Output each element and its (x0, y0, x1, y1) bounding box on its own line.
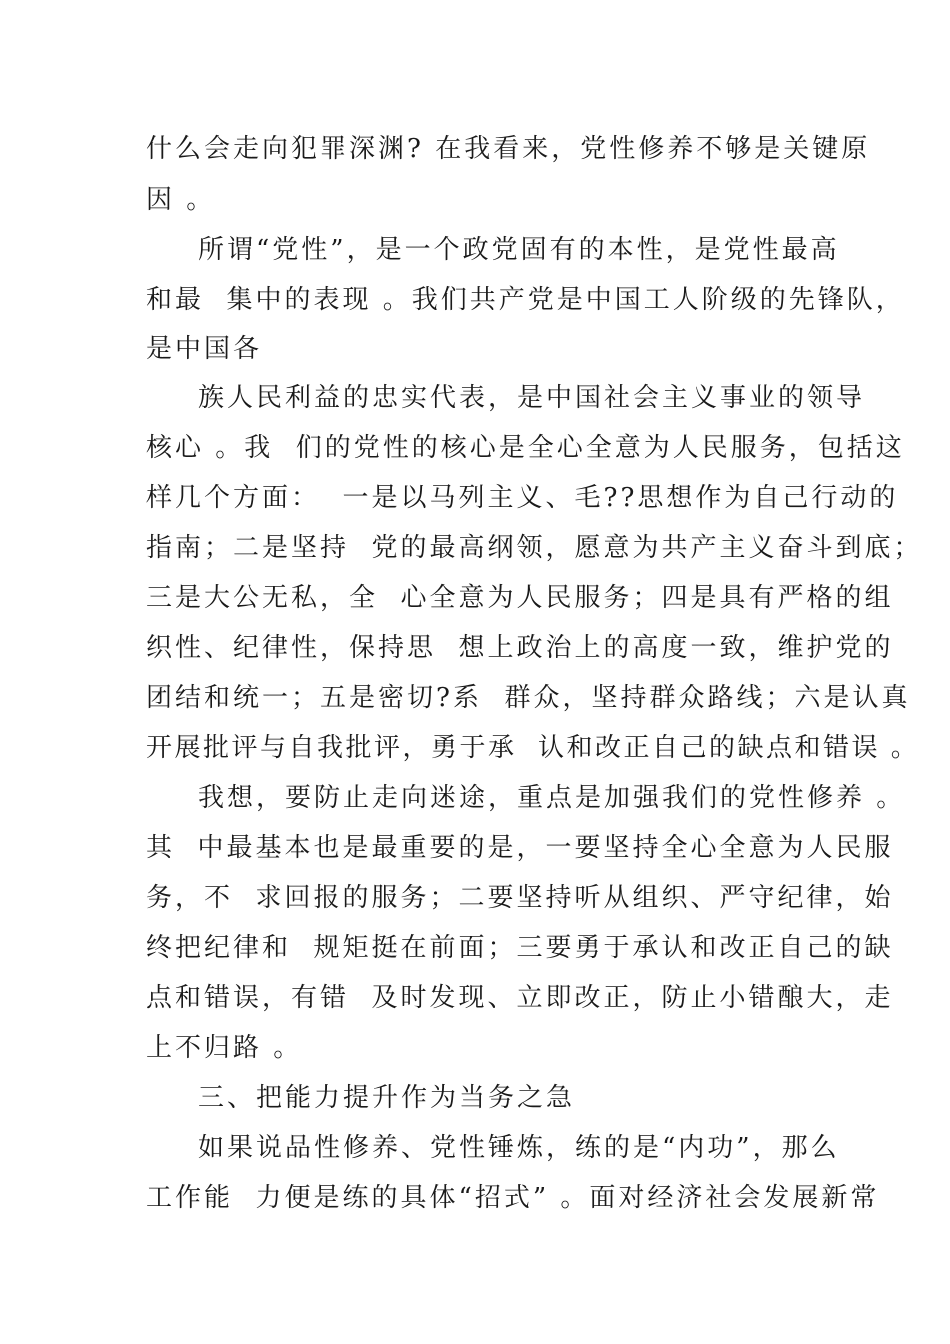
text-line: 开展批评与自我批评，勇于承 认和改正自己的缺点和错误 。 (146, 733, 920, 763)
text-line: 族人民利益的忠实代表，是中国社会主义事业的领导 (198, 383, 866, 413)
text-line: 如果说品性修养、党性锤炼，练的是“内功”，那么 (198, 1133, 840, 1163)
text-line: 终把纪律和 规矩挺在前面；三要勇于承认和改正自己的缺 (146, 933, 894, 963)
section-heading: 三、把能力提升作为当务之急 (198, 1083, 576, 1113)
text-line: 三是大公无私，全 心全意为人民服务；四是具有严格的组 (146, 583, 894, 613)
text-line: 织性、纪律性，保持思 想上政治上的高度一致，维护党的 (146, 633, 894, 663)
text-line: 其 中最基本也是最重要的是，一要坚持全心全意为人民服 (146, 833, 894, 863)
text-line: 和最 集中的表现 。我们共产党是中国工人阶级的先锋队， (146, 285, 905, 315)
text-line: 团结和统一；五是密切?系 群众，坚持群众路线；六是认真 (146, 683, 911, 713)
text-line: 是中国各 (146, 334, 263, 364)
text-line: 什么会走向犯罪深渊? 在我看来，党性修养不够是关键原 (146, 134, 871, 164)
text-line: 务，不 求回报的服务；二要坚持听从组织、严守纪律，始 (146, 883, 894, 913)
text-line: 因 。 (146, 185, 216, 215)
text-line: 样几个方面： 一是以马列主义、毛??思想作为自己行动的 (146, 483, 899, 513)
text-line: 工作能 力便是练的具体“招式” 。面对经济社会发展新常 (146, 1183, 880, 1213)
text-line: 点和错误，有错 及时发现、立即改正，防止小错酿大，走 (146, 983, 894, 1013)
text-line: 核心 。我 们的党性的核心是全心全意为人民服务，包括这 (146, 433, 905, 463)
text-line: 所谓“党性”，是一个政党固有的本性，是党性最高 (198, 235, 840, 265)
text-line: 指南；二是坚持 党的最高纲领，愿意为共产主义奋斗到底； (146, 533, 923, 563)
text-line: 我想，要防止走向迷途，重点是加强我们的党性修养 。 (198, 783, 906, 813)
text-line: 上不归路 。 (146, 1033, 303, 1063)
